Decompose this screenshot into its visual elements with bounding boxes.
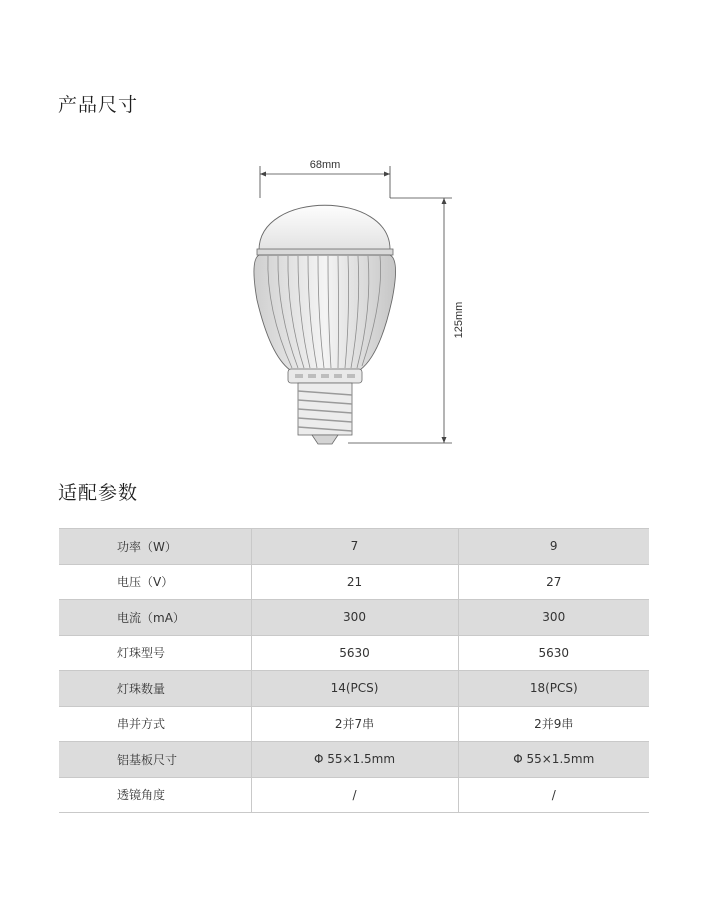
table-row <box>59 564 649 600</box>
row-label: 灯珠型号 <box>59 635 251 671</box>
value-cell: 5630 <box>458 635 649 671</box>
value-cell: Φ 55×1.5mm <box>251 742 458 778</box>
value-cell: 9 <box>458 529 649 565</box>
table-row <box>59 635 649 671</box>
row-label: 电流（mA） <box>59 600 251 636</box>
table-row <box>59 529 649 565</box>
value-cell: 2并7串 <box>251 706 458 742</box>
value-cell: 27 <box>458 564 649 600</box>
heatsink-body <box>254 255 396 370</box>
value-cell: 300 <box>251 600 458 636</box>
width-dimension <box>260 159 390 198</box>
width-label: 68mm <box>309 159 341 171</box>
table-row <box>59 742 649 778</box>
section-title-product-size: 产品尺寸 <box>58 94 139 116</box>
value-cell: / <box>458 777 649 813</box>
value-cell: 2并9串 <box>458 706 649 742</box>
value-cell: Φ 55×1.5mm <box>458 742 649 778</box>
row-label: 功率（W） <box>59 529 251 565</box>
table-row <box>59 777 649 813</box>
spec-table <box>59 528 649 813</box>
value-cell: 14(PCS) <box>251 671 458 707</box>
value-cell: 7 <box>251 529 458 565</box>
table-row <box>59 600 649 636</box>
value-cell: 300 <box>458 600 649 636</box>
bulb-dimension-drawing <box>240 150 480 450</box>
bulb-dome <box>259 205 390 251</box>
height-label: 125mm <box>453 301 465 339</box>
row-label: 灯珠数量 <box>59 671 251 707</box>
row-label: 串并方式 <box>59 706 251 742</box>
row-label: 透镜角度 <box>59 777 251 813</box>
section-title-parameters: 适配参数 <box>58 482 139 504</box>
screw-base <box>298 383 352 444</box>
row-label: 铝基板尺寸 <box>59 742 251 778</box>
value-cell: 21 <box>251 564 458 600</box>
table-row <box>59 706 649 742</box>
row-label: 电压（V） <box>59 564 251 600</box>
value-cell: / <box>251 777 458 813</box>
table-row <box>59 671 649 707</box>
value-cell: 18(PCS) <box>458 671 649 707</box>
value-cell: 5630 <box>251 635 458 671</box>
